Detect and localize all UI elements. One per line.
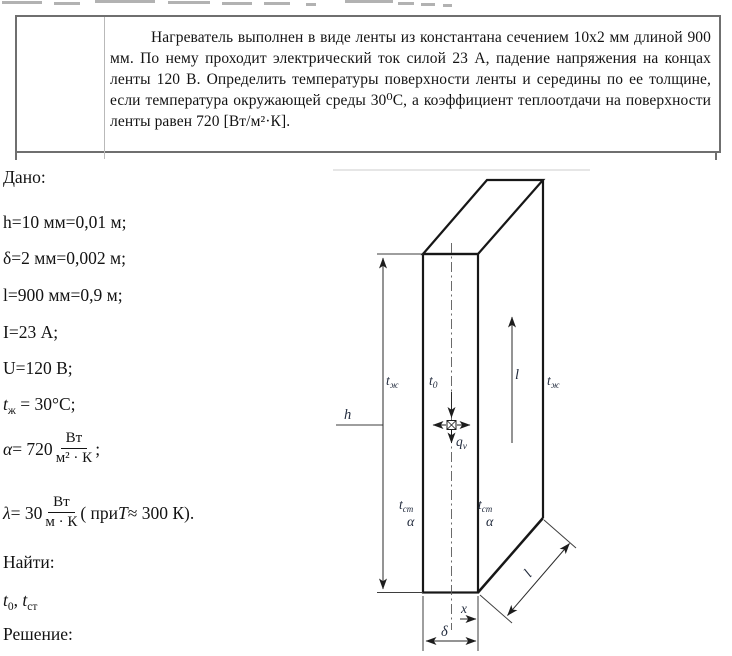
x-label: x bbox=[461, 601, 467, 616]
length-label: l bbox=[515, 367, 520, 383]
given-item-alpha: α = 720 $\frac{Вт}{\text{м² · К}}$ ; bbox=[3, 430, 101, 466]
heat-source-symbol bbox=[433, 421, 470, 444]
given-item-voltage: U=120 В; bbox=[3, 358, 73, 378]
table-border-stub bbox=[715, 151, 717, 160]
solution-heading: Решение: bbox=[3, 624, 73, 644]
t-fluid-right-label: $t_ж$ bbox=[547, 373, 560, 391]
find-quantities: $t_0$, $t_{ст}$ bbox=[3, 590, 38, 613]
alpha-left-label: α bbox=[407, 515, 415, 530]
heater-plate-diagram bbox=[330, 165, 732, 656]
given-item-delta: δ=2 мм=0,002 м; bbox=[3, 248, 126, 268]
plate-top-face bbox=[423, 180, 543, 254]
h-label: h bbox=[344, 407, 352, 423]
length-dimension-diagonal bbox=[508, 544, 570, 616]
table-border-stub bbox=[15, 151, 17, 160]
t-wall-right-label: $t_{ст}$ bbox=[478, 497, 493, 514]
length-dim-label: l bbox=[520, 567, 536, 581]
problem-statement: Нагреватель выполнен в виде ленты из константана сечением 10х2 мм длиной 900 мм. По нему проходит электрический ток силой 23 А, падение напряжения на концах ленты 120 В. Определить температуры поверхности ленты и середины по ее толщине, если температура окружающей среды 30⁰С, а коэффициент теплоотдачи на поверхности ленты равен 720 [Вт/м²·К]. bbox=[110, 29, 711, 130]
given-item-current: I=23 А; bbox=[3, 322, 59, 342]
plate-body bbox=[423, 180, 543, 593]
t-center-label: $t_0$ bbox=[429, 373, 438, 391]
given-item-h: h=10 мм=0,01 м; bbox=[3, 212, 127, 232]
alpha-right-label: α bbox=[486, 515, 494, 530]
given-item-lambda: λ = 30 $\frac{Вт}{м \cdot К}$ ( при T ≈ 300 К). bbox=[3, 494, 195, 530]
given-item-t-fluid: $t_ж = 30^\circ С$; bbox=[3, 394, 76, 417]
dimension-lines bbox=[383, 258, 570, 641]
table-divider-stub bbox=[104, 151, 105, 159]
delta-label: δ bbox=[441, 624, 448, 640]
given-heading: Дано: bbox=[3, 167, 46, 187]
qv-label: $q_v$ bbox=[456, 434, 467, 452]
t-wall-left-label: $t_{ст}$ bbox=[399, 497, 414, 514]
given-item-length: l=900 мм=0,9 м; bbox=[3, 285, 123, 305]
t-fluid-left-label: $t_ж$ bbox=[386, 373, 399, 391]
find-heading: Найти: bbox=[3, 552, 55, 572]
table-column-divider bbox=[104, 17, 105, 151]
